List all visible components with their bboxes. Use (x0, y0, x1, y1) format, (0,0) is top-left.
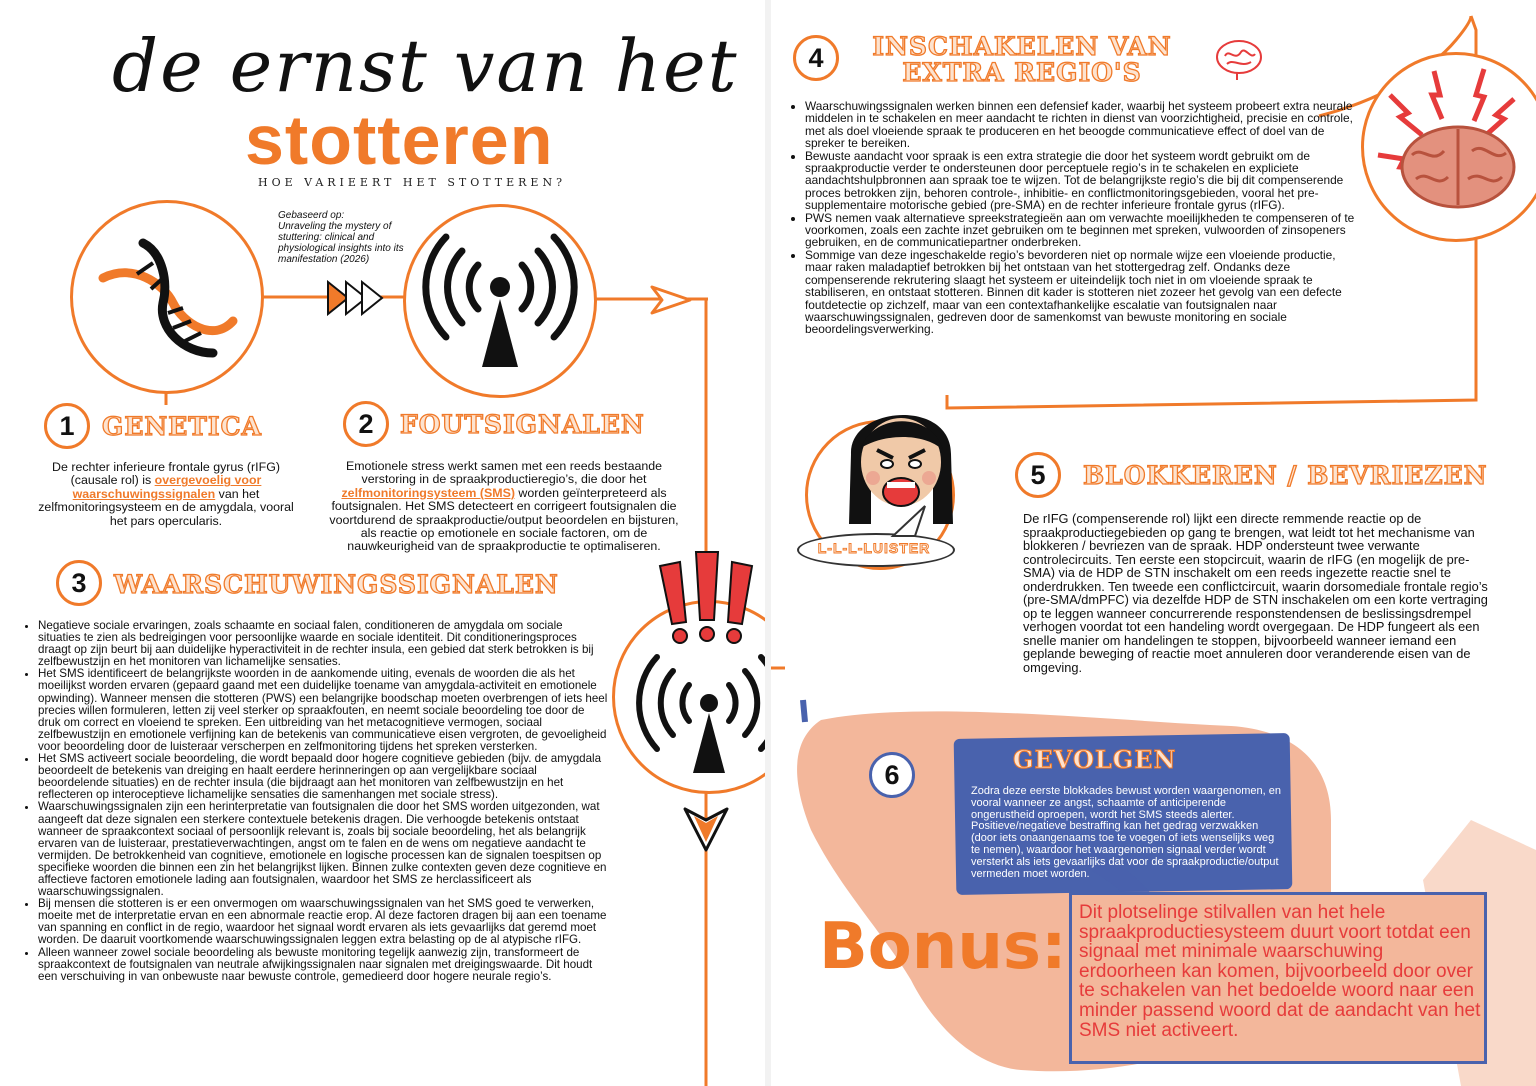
list-item: • Het SMS activeert sociale beoordeling, die wordt bepaald door hogere cognitieve gebieden (bijv. de amygdala beoordeelt de betekenis van dreiging en haalt eerdere herinneringen op aan vergelijkbare sociaal beoordelende situaties) en de rechter insula (die bijdraagt aan het monitoren van zelfbewustzijn en het reflecteren op interoceptieve lichamelijke sensaties die samenhangen met sociale stress). (38, 753, 608, 801)
double-arrow-icon (324, 280, 384, 316)
brain-icon (1215, 38, 1267, 82)
step-number-1: 1 (44, 403, 90, 449)
highlight-text: overgevoelig voor waarschuwingssignalen (72, 473, 262, 501)
arrow-down-icon (682, 806, 730, 854)
broadcast-tower-icon (406, 207, 594, 395)
genetica-heading: GENETICA (102, 412, 262, 441)
blokkeren-heading: BLOKKEREN / BEVRIEZEN (1083, 461, 1488, 490)
inschakelen-heading: INSCHAKELEN VAN EXTRA REGIO'S (872, 32, 1172, 87)
left-page (0, 0, 765, 1086)
signal-tower-circle (403, 204, 597, 398)
dna-circle (70, 200, 264, 394)
subtitle: HOE VARIEERT HET STOTTEREN? (258, 176, 566, 189)
list-item: • Bewuste aandacht voor spraak is een extra strategie die door het systeem wordt gebruikt om de spraakproductie verder te ondersteunen door perceptuele regio’s in te schakelen en expliciete aandachtshulpbronnen aan spraak toe te wijzen. Tot de belangrijkste regio’s die bij dit compenserende proces betrokken zijn, behoren controle-, inhibitie- en conflictmonitoringsgebieden, vooral het pre-supplementaire motorische gebied (pre-SMA) en de rechter inferieure frontale gyrus (rIFG). (805, 150, 1361, 212)
step-number-5: 5 (1015, 452, 1061, 498)
list-item: • Alleen wanneer zowel sociale beoordeling als bewuste monitoring tegelijk aanwezig zijn, transformeert de spraakcontext de foutsignalen van neutrale afwijkingssignalen naar signalen met dreigingswaarde. Dit houdt een verschuiving in van onbewuste naar bewuste controle, gemedieerd door hogere neurale regio’s. (38, 947, 608, 983)
genetica-text: De rechter inferieure frontale gyrus (rIFG) (causale rol) is overgevoelig voor waarschuwingssignalen van het zelfmonitoringsysteem en de amygdala, vooral het pars opercularis. (38, 460, 294, 528)
arrow-right-icon (650, 285, 692, 315)
exclamation-marks-icon (652, 548, 762, 648)
waarschuwingssignalen-heading: WAARSCHUWINGSSIGNALEN (114, 570, 559, 599)
list-item: • Het SMS identificeert de belangrijkste woorden in de aankomende uiting, evenals de woorden die als het moeilijkst worden ervaren (gepaard gaand met een duidelijke toename van amygdala-activiteit en emotionele opwinding). Wanneer mensen die stotteren (PWS) een belangrijke boodschap moeten overbrengen of iets heel precies willen formuleren, letten zij veel sterker op spraakfouten, en neemt sociale beoordeling toe door de druk om correct en vloeiend te spreken. Een uitbreiding van het metacognitieve vermogen, sociaal zelfbewustzijn en emotionele verfijning kan de betekenis van communicatieve eisen vergroten, de gevoeligheid voor beoordeling door de luisteraar verscherpen en zelfmonitoring tijdens het spreken versterken. (38, 668, 608, 753)
foutsignalen-text: Emotionele stress werkt samen met een reeds bestaande verstoring in de spraakproductieregio’s, die door het zelfmonitoringsysteem (SMS) worden geïnterpreteerd als foutsignalen. Het SMS detecteert en corrigeert foutsignalen die voortdurend de spraakproductie/output beoordelen en bijsturen, als reactie op emotionele en sociale factoren, om de nauwkeurigheid van de spraakproductie te optimaliseren. (329, 459, 679, 554)
dna-icon (73, 203, 261, 391)
bonus-label: Bonus: (819, 910, 1067, 984)
page-title: stotteren (245, 101, 554, 179)
bonus-text: Dit plotselinge stilvallen van het hele spraakproductiesysteem duurt voort totdat een signaal met minimale waarschuwing erdoorheen kan komen, bijvoorbeeld door over te schakelen van het bedoelde woord naar een minder passend woord dat de aandacht van het SMS niet activeert. (1079, 902, 1481, 1041)
list-item: • Negatieve sociale ervaringen, zoals schaamte en sociaal falen, conditioneren de amygdala om sociale situaties te zien als bedreigingen voor persoonlijke waarde en sociale identiteit. Dit conditioneringsproces draagt op zijn beurt bij aan duidelijke hyperactiviteit in de rechter insula, een gebied dat sterk betrokken is bij zelfbewustzijn en het monitoren van lichamelijke sensaties. (38, 620, 608, 668)
inschakelen-list (789, 100, 1361, 336)
step-number-3: 3 (56, 560, 102, 606)
list-item: • Sommige van deze ingeschakelde regio’s bevorderen niet op normale wijze een vloeiende productie, maar raken maladaptief betrokken bij het ontstaan van het stottergedrag zelf. Ondanks deze compenserende rekrutering slaagt het systeem er uiteindelijk toch niet in om vloeiende spraak te stabiliseren, en ontstaat stotteren. Binnen dit kader is stotteren niet zozeer het gevolg van een defecte foutdetectie op zichzelf, maar van een contextafhankelijke escalatie van foutsignalen naar waarschuwingssignalen, gedreven door de samenkomst van bewuste monitoring en sociale beoordelingsverwerking. (805, 249, 1361, 336)
list-item: • Waarschuwingssignalen werken binnen een defensief kader, waarbij het systeem probeert extra neurale middelen in te schakelen en meer aandacht te richten in dienst van voorzichtigheid, precisie en controle, met als doel vloeiende spraak te produceren en het beoogde communicatieve effect of doel van de spreker te bereiken. (805, 100, 1361, 150)
step-number-4: 4 (793, 35, 839, 81)
list-item: • Bij mensen die stotteren is er een onvermogen om waarschuwingssignalen van het SMS goed te verwerken, moeite met de interpretatie ervan en een abnormale reactie erop. Al deze factoren dragen bij aan een toename van spanning en conflict in de regio, waardoor het signaal wordt ervaren als iets gevaarlijks dat geremd moet worden. De daaruit voortkomende waarschuwingssignalen leggen extra belasting op de al atypische rIFG. (38, 898, 608, 946)
blokkeren-text: De rIFG (compenserende rol) lijkt een directe remmende reactie op de spraakproductiegebieden op gang te brengen, wat leidt tot het mechanisme van blokkeren / bevriezen van de spraak. HDP ondersteunt twee verwante controlecircuits. Ten eerste een stopcircuit, waarin de rIFG (en mogelijk de pre-SMA) via de HDP de STN inschakelt om een reeds ingezette reactie snel te onderdrukken. Ten tweede een conflictcircuit, waarin dorsomediale frontale regio’s (pre-SMA/dmPFC) via dezelfde HDP de STN inschakelen om een korte vertraging op te leggen wanneer concurrerende responstendensen de beslissingsdrempel verhogen voordat tot een handeling wordt overgegaan. De HDP fungeert als een snelle manier om handelingen te stoppen, bijvoorbeeld wanneer iemand een geplande beweging of reactie moet annuleren door veranderende eisen van de omgeving. (1023, 511, 1488, 675)
brain-pain-circle (1361, 52, 1536, 242)
foutsignalen-heading: FOUTSIGNALEN (400, 410, 645, 439)
gevolgen-text: Zodra deze eerste blokkades bewust worden waargenomen, en vooral wanneer ze angst, schaamte of anticiperende ongerustheid oproepen, wordt het SMS steeds alerter. Positieve/negatieve bestraffing kan het gedrag verzwakken (door iets onaangenaams toe te voegen of iets wenselijks weg te nemen), waardoor het waargenomen signaal verder wordt versterkt als iets gevaarlijks dat voor de spraakproductie/output vermeden moet worden. (971, 785, 1282, 880)
source-citation: Gebaseerd op: Unraveling the mystery of stuttering: clinical and physiological insights into its manifestation (2026) (278, 210, 404, 265)
speech-bubble-text: L-L-L-LUISTER (817, 540, 931, 556)
highlight-text: zelfmonitoringsysteem (SMS) (341, 485, 515, 500)
gevolgen-heading: GEVOLGEN (1013, 745, 1177, 774)
speech-bubble-tail (889, 504, 929, 538)
brain-pain-icon (1364, 55, 1536, 239)
list-item: • PWS nemen vaak alternatieve spreekstrategieën aan om verwachte moeilijkheden te compenseren of te voorkomen, zoals een zachte inzet gebruiken om te beginnen met spreken, vulwoorden of zinsopeners gebruiken, en de communicatiepartner onderbreken. (805, 212, 1361, 249)
step-number-2: 2 (343, 401, 389, 447)
title-script: de ernst van het (112, 24, 739, 108)
list-item: • Waarschuwingssignalen zijn een herinterpretatie van foutsignalen die door het SMS worden uitgezonden, wat aangeeft dat deze signalen een sterkere contextuele betekenis dragen. Die verhoogde betekenis ontstaat wanneer de spraakcontext sociaal of persoonlijk relevant is, zoals bij sociale beoordeling, het als belangrijk ervaren van de luisteraar, prestatieverwachtingen, angst om te falen en de wens om negatieve aandacht te vermijden. De betrokkenheid van cognitieve, emotionele en logische processen kan de signalen toespitsen op specifieke woorden die binnen een zin het belangrijkst lijken. Binnen zulke contexten geven deze cognitieve en affectieve factoren emotionele lading aan foutsignalen, waardoor het SMS ze herclassificeert als waarschuwingssignalen. (38, 801, 608, 898)
waarschuwingssignalen-list (22, 620, 608, 983)
step-number-6: 6 (869, 752, 915, 798)
right-page (771, 0, 1536, 1086)
